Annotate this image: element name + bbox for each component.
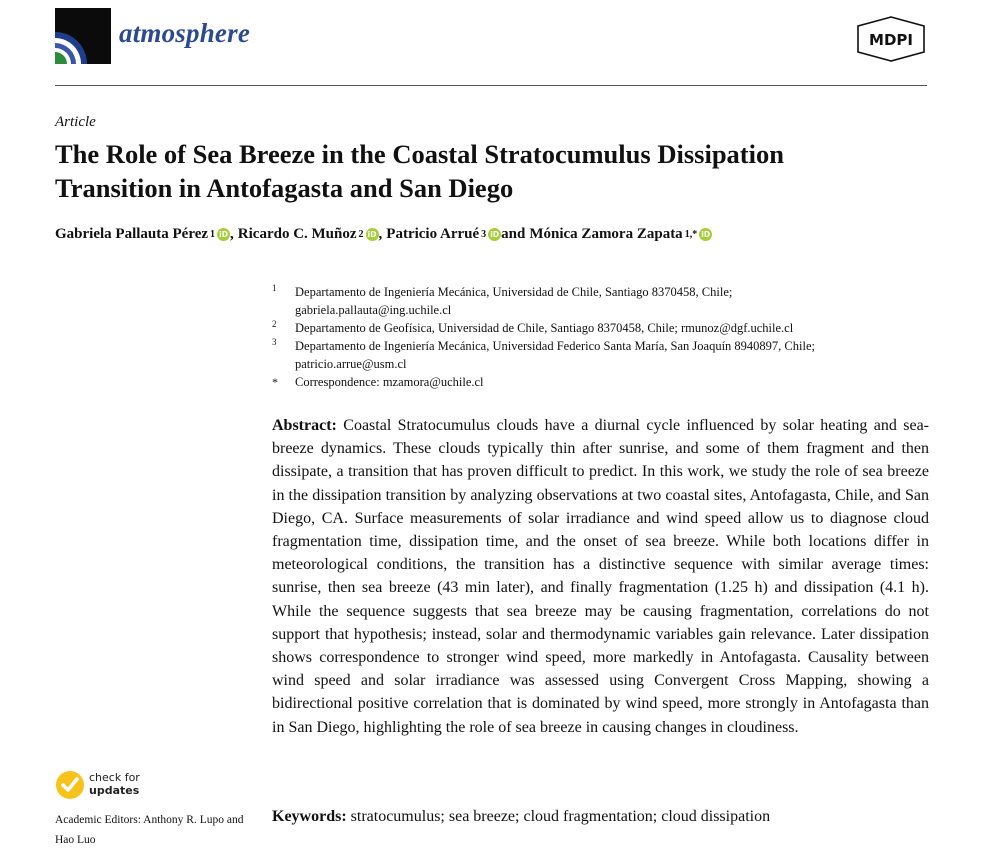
affiliations [272, 283, 932, 391]
author-name: Mónica Zamora Zapata [529, 226, 683, 242]
academic-editors: Academic Editors: Anthony R. Lupo and Hao Luo [55, 814, 244, 846]
journal-logo [55, 8, 111, 64]
affiliation-item [272, 319, 932, 337]
author-affil-sup: 2 [358, 229, 364, 240]
author-separator: , [230, 226, 234, 242]
affiliation-number: 1 [272, 283, 277, 293]
publisher-logo [855, 16, 927, 62]
publisher-logo-text: MDPI [869, 31, 913, 49]
author-name: Gabriela Pallauta Pérez [55, 226, 209, 242]
affiliation-number: 2 [272, 319, 277, 329]
keywords-text: stratocumulus; sea breeze; cloud fragmentation; cloud dissipation [350, 808, 771, 825]
correspondence-marker: * [272, 375, 278, 389]
abstract-text: Coastal Stratocumulus clouds have a diurnal cycle influenced by solar heating and sea-breeze dynamics. These clouds typically thin after sunrise, and some of them fragment and then dissipate, a transition that has proven difficult to predict. In this work, we study the role of sea breeze in the dissipation transition by analyzing observations at two coastal sites, Antofagasta, Chile, and San Diego, CA. Surface measurements of solar irradiance and wind speed allow us to diagnose cloud fragmentation time, dissipation time, and the onset of sea breeze. While both locations differ in meteorological conditions, the transition has a distinctive sequence with similar average times: sunrise, then sea breeze (43 min later), and finally fragmentation (1.25 h) and dissipation (4.1 h). While the sequence suggests that sea breeze may be causing fragmentation, correlations do not support that hypothesis; instead, solar and thermodynamic variables gain relevance. Later dissipation shows correspondence to stronger wind speed, more markedly in Antofagasta. Causality between wind speed and solar irradiance was assessed using Convergent Cross Mapping, showing a bidirectional positive correlation that is dominated by wind speed, more strongly in Antofagasta than in San Diego, highlighting the role of sea breeze in causing changes in cloudiness. [272, 417, 930, 736]
check-for-label: check for [89, 771, 140, 784]
affiliation-email[interactable]: gabriela.pallauta@ing.uchile.cl [295, 303, 452, 317]
author-list [55, 226, 712, 243]
check-for-updates-icon [55, 770, 85, 800]
abstract [272, 414, 929, 739]
author-affil-sup: 1 [210, 229, 216, 240]
abstract-label: Abstract: [272, 417, 337, 434]
correspondence-text: Correspondence: mzamora@uchile.cl [295, 375, 484, 389]
updates-label: updates [89, 784, 140, 797]
correspondence-item [272, 373, 932, 391]
article-title [55, 137, 935, 205]
orcid-icon[interactable]: iD [366, 228, 379, 241]
affiliation-text: Departamento de Ingeniería Mecánica, Universidad de Chile, Santiago 8370458, Chile; [295, 285, 733, 299]
affiliation-item [272, 337, 932, 373]
author-separator: and [501, 226, 526, 242]
author-name: Ricardo C. Muñoz [237, 226, 357, 242]
header-rule [55, 85, 927, 86]
orcid-icon[interactable]: iD [217, 228, 230, 241]
keywords [272, 805, 929, 828]
check-for-updates-button[interactable] [55, 770, 165, 802]
orcid-icon[interactable]: iD [488, 228, 501, 241]
affiliation-text: Departamento de Ingeniería Mecánica, Universidad Federico Santa María, San Joaquín 8940897, Chile; [295, 339, 815, 353]
keywords-label: Keywords: [272, 808, 347, 825]
article-type: Article [55, 114, 96, 130]
affiliation-item [272, 283, 932, 319]
orcid-icon[interactable]: iD [699, 228, 712, 241]
affiliation-email[interactable]: patricio.arrue@usm.cl [295, 357, 407, 371]
author-name: Patricio Arrué [386, 226, 480, 242]
title-line: The Role of Sea Breeze in the Coastal Stratocumulus Dissipation [55, 139, 784, 169]
author-separator: , [378, 226, 383, 242]
journal-name: atmosphere [119, 18, 251, 48]
author-affil-sup: 1,* [684, 229, 698, 240]
affiliation-text: Departamento de Geofísica, Universidad de Chile, Santiago 8370458, Chile; rmunoz@dgf.uchile.cl [295, 321, 794, 335]
author-affil-sup: 3 [481, 229, 487, 240]
affiliation-number: 3 [272, 337, 277, 347]
title-line: Transition in Antofagasta and San Diego [55, 173, 514, 203]
